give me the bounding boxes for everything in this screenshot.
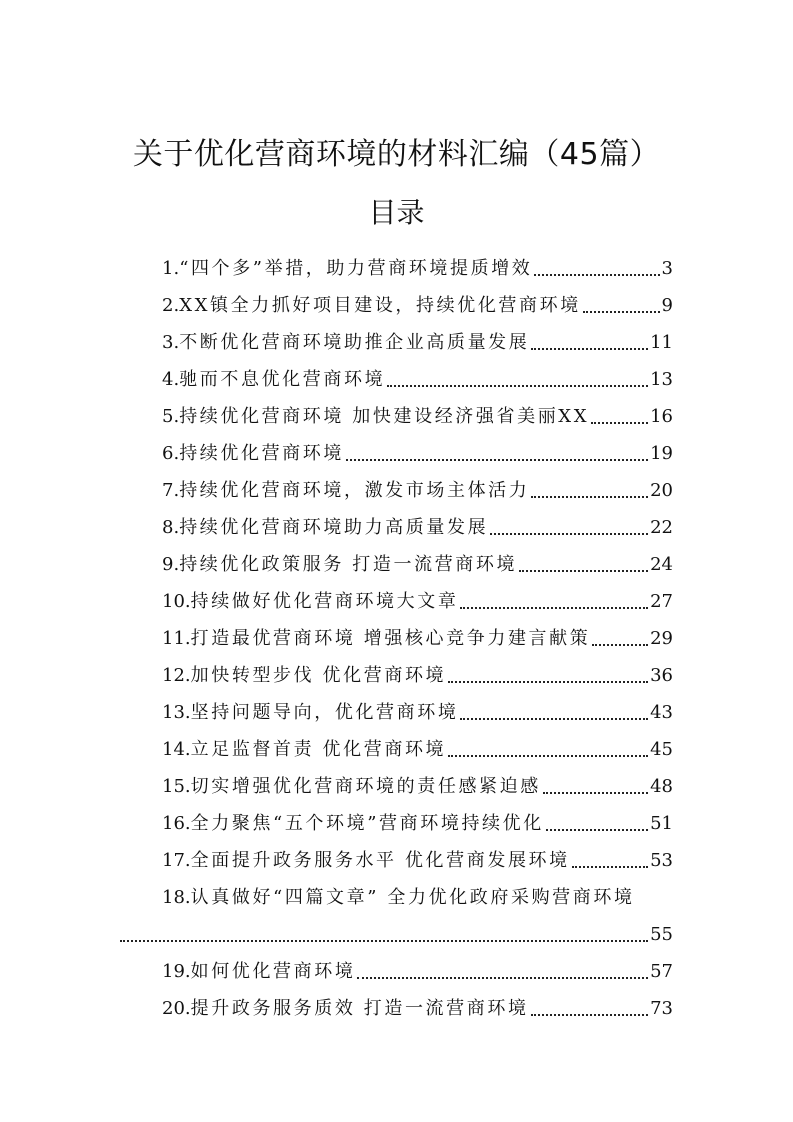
- toc-entry-number: 3.: [162, 332, 180, 353]
- dot-leader: [120, 940, 648, 942]
- toc-entry-title: 持续优化政策服务 打造一流营商环境: [179, 554, 518, 575]
- toc-entry-page: 57: [650, 961, 673, 982]
- toc-entry-title: 不断优化营商环境助推企业高质量发展: [179, 332, 530, 353]
- toc-entry-11[interactable]: [120, 615, 673, 652]
- dot-leader: [534, 274, 659, 276]
- toc-entry-title: 持续优化营商环境助力高质量发展: [179, 517, 489, 538]
- toc-entry-page: 3: [661, 258, 673, 279]
- toc-entry-page: 22: [650, 517, 673, 538]
- toc-entry-title: 驰而不息优化营商环境: [179, 369, 386, 390]
- toc-entry-title: 提升政务服务质效 打造一流营商环境: [190, 998, 529, 1019]
- toc-entry-page: 24: [650, 554, 673, 575]
- toc-entry-16[interactable]: [120, 800, 673, 837]
- toc-entry-number: 19.: [162, 961, 191, 982]
- dot-leader: [543, 792, 648, 794]
- toc-entry-page: 45: [650, 739, 673, 760]
- toc-entry-page: 11: [650, 332, 673, 353]
- toc-entry-number: 18.: [162, 887, 191, 908]
- toc-entry-title: 持续优化营商环境: [179, 443, 344, 464]
- toc-entry-7[interactable]: [120, 467, 673, 504]
- toc-entry-18-continuation[interactable]: [120, 911, 673, 948]
- toc-entry-number: 10.: [162, 591, 191, 612]
- toc-entry-number: 16.: [162, 813, 191, 834]
- toc-entry-number: 5.: [162, 406, 180, 427]
- toc-entry-page: 16: [650, 406, 673, 427]
- dot-leader: [583, 311, 660, 313]
- dot-leader: [448, 681, 648, 683]
- toc-entry-number: 13.: [162, 702, 191, 723]
- toc-entry-18[interactable]: [120, 874, 673, 911]
- dot-leader: [490, 533, 648, 535]
- toc-entry-title: 坚持问题导向，优化营商环境: [190, 702, 459, 723]
- toc-entry-15[interactable]: [120, 763, 673, 800]
- toc-entry-19[interactable]: [120, 948, 673, 985]
- toc-entry-2[interactable]: [120, 282, 673, 319]
- dot-leader: [572, 866, 648, 868]
- toc-entry-number: 20.: [162, 998, 191, 1019]
- toc-entry-number: 6.: [162, 443, 180, 464]
- document-title: 关于优化营商环境的材料汇编（45篇）: [132, 137, 661, 172]
- toc-entry-number: 15.: [162, 776, 191, 797]
- toc-entry-page: 20: [650, 480, 673, 501]
- toc-entry-page: 43: [650, 702, 673, 723]
- toc-entry-6[interactable]: [120, 430, 673, 467]
- toc-entry-title: 立足监督首责 优化营商环境: [190, 739, 447, 760]
- toc-entry-8[interactable]: [120, 504, 673, 541]
- toc-entry-title: 持续优化营商环境 加快建设经济强省美丽XX: [179, 406, 590, 427]
- toc-entry-1[interactable]: [120, 245, 673, 282]
- toc-entry-title: 全面提升政务服务水平 优化营商发展环境: [190, 850, 570, 871]
- toc-entry-number: 9.: [162, 554, 180, 575]
- toc-entry-9[interactable]: [120, 541, 673, 578]
- toc-entry-title: 打造最优营商环境 增强核心竞争力建言献策: [190, 628, 591, 649]
- toc-heading: 目录: [368, 196, 425, 229]
- toc-entry-3[interactable]: [120, 319, 673, 356]
- toc-entry-number: 17.: [162, 850, 191, 871]
- toc-entry-12[interactable]: [120, 652, 673, 689]
- toc-entry-title: 加快转型步伐 优化营商环境: [190, 665, 447, 686]
- toc-entry-number: 11.: [162, 628, 191, 649]
- toc-entry-page: 48: [650, 776, 673, 797]
- toc-entry-title: 切实增强优化营商环境的责任感紧迫感: [190, 776, 541, 797]
- toc-entry-number: 14.: [162, 739, 191, 760]
- toc-entry-17[interactable]: [120, 837, 673, 874]
- toc-entry-title: “四个多”举措，助力营商环境提质增效: [179, 258, 533, 279]
- table-of-contents: [120, 245, 673, 1022]
- toc-entry-page: 73: [650, 998, 673, 1019]
- toc-entry-title: 全力聚焦“五个环境”营商环境持续优化: [190, 813, 544, 834]
- toc-entry-20[interactable]: [120, 985, 673, 1022]
- toc-entry-13[interactable]: [120, 689, 673, 726]
- toc-entry-14[interactable]: [120, 726, 673, 763]
- dot-leader: [591, 422, 648, 424]
- toc-entry-title: 如何优化营商环境: [190, 961, 356, 982]
- toc-entry-page: 51: [650, 813, 673, 834]
- toc-entry-page: 13: [650, 369, 673, 390]
- toc-entry-4[interactable]: [120, 356, 673, 393]
- dot-leader: [546, 829, 648, 831]
- toc-entry-page: 55: [650, 924, 673, 945]
- toc-entry-page: 29: [650, 628, 673, 649]
- toc-entry-page: 53: [650, 850, 673, 871]
- dot-leader: [531, 496, 648, 498]
- dot-leader: [357, 977, 648, 979]
- toc-entry-page: 27: [650, 591, 673, 612]
- toc-entry-page: 36: [650, 665, 673, 686]
- toc-entry-10[interactable]: [120, 578, 673, 615]
- dot-leader: [592, 644, 648, 646]
- toc-entry-number: 1.: [162, 258, 180, 279]
- toc-entry-title: XX镇全力抓好项目建设，持续优化营商环境: [179, 295, 581, 316]
- toc-entry-page: 9: [661, 295, 673, 316]
- dot-leader: [387, 385, 648, 387]
- dot-leader: [519, 570, 648, 572]
- toc-entry-number: 2.: [162, 295, 180, 316]
- toc-entry-title: 持续优化营商环境，激发市场主体活力: [179, 480, 530, 501]
- dot-leader: [460, 607, 648, 609]
- dot-leader: [346, 459, 648, 461]
- toc-entry-page: 19: [650, 443, 673, 464]
- toc-entry-number: 8.: [162, 517, 180, 538]
- toc-entry-number: 7.: [162, 480, 180, 501]
- toc-entry-number: 12.: [162, 665, 191, 686]
- toc-entry-5[interactable]: [120, 393, 673, 430]
- toc-entry-title: 持续做好优化营商环境大文章: [190, 591, 459, 612]
- toc-entry-title: 认真做好“四篇文章” 全力优化政府采购营商环境: [190, 887, 635, 908]
- dot-leader: [531, 1014, 649, 1016]
- dot-leader: [448, 755, 648, 757]
- dot-leader: [460, 718, 648, 720]
- toc-entry-number: 4.: [162, 369, 180, 390]
- dot-leader: [531, 348, 648, 350]
